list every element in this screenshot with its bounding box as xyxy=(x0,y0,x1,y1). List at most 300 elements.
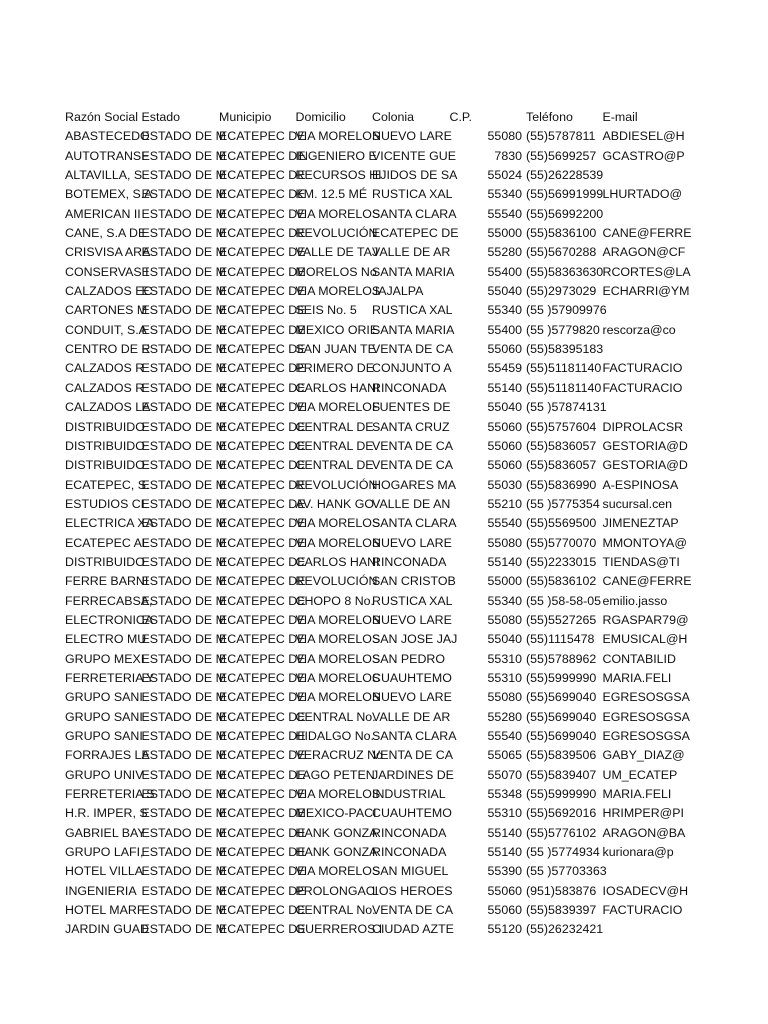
cell-domicilio[interactable]: CHOPO 8 No. xyxy=(295,593,374,608)
cell-municipio[interactable]: ECATEPEC DE xyxy=(219,380,306,395)
cell-email[interactable]: EGRESOSGSA xyxy=(602,729,690,743)
cell-email[interactable]: RGASPAR79@ xyxy=(602,612,689,627)
cell-razon-social[interactable]: HOTEL MARF xyxy=(65,903,145,918)
table-row[interactable] xyxy=(65,147,675,166)
table-row[interactable] xyxy=(65,572,675,591)
cell-domicilio[interactable]: CARLOS HANI xyxy=(295,554,380,569)
cell-municipio[interactable]: ECATEPEC DE xyxy=(219,535,306,550)
table-row[interactable] xyxy=(65,611,675,630)
cell-cp[interactable]: 55120 xyxy=(487,922,522,937)
table-row[interactable] xyxy=(65,243,675,262)
cell-razon-social[interactable]: FERRE BARNI xyxy=(65,574,149,589)
cell-cp[interactable]: 55340 xyxy=(487,593,522,608)
cell-domicilio[interactable]: VALLE DE TAJ xyxy=(295,245,379,260)
header-colonia[interactable]: Colonia xyxy=(372,110,415,124)
cell-telefono[interactable]: (55 )5779820 xyxy=(526,322,600,337)
cell-razon-social[interactable]: FERRECABSA, xyxy=(65,593,153,608)
cell-colonia[interactable]: VICENTE GUE xyxy=(372,148,456,163)
cell-razon-social[interactable]: GRUPO SANI xyxy=(65,709,143,724)
cell-municipio[interactable]: ECATEPEC DE xyxy=(219,496,306,511)
cell-colonia[interactable]: INDUSTRIAL xyxy=(372,787,446,802)
cell-cp[interactable]: 55000 xyxy=(487,574,522,589)
cell-cp[interactable]: 55040 xyxy=(487,284,522,299)
table-row[interactable] xyxy=(65,708,675,727)
cell-razon-social[interactable]: ALTAVILLA, S. xyxy=(65,168,146,183)
cell-email[interactable]: GCASTRO@P xyxy=(602,148,685,163)
cell-domicilio[interactable]: REVOLUCIÓN xyxy=(295,226,378,241)
cell-colonia[interactable]: JARDINES DE xyxy=(372,767,454,782)
cell-estado[interactable]: ESTADO DE M xyxy=(141,922,226,937)
cell-email[interactable]: A-ESPINOSA xyxy=(602,477,679,492)
cell-telefono[interactable]: (55 )58-58-05 xyxy=(526,593,602,608)
cell-colonia[interactable]: VENTA DE CA xyxy=(372,748,454,763)
table-row[interactable] xyxy=(65,437,675,456)
cell-domicilio[interactable]: VIA MORELOS xyxy=(295,206,381,221)
cell-municipio[interactable]: ECATEPEC DE xyxy=(219,574,306,589)
cell-municipio[interactable]: ECATEPEC DE xyxy=(219,593,306,608)
cell-estado[interactable]: ESTADO DE M xyxy=(141,516,226,531)
cell-domicilio[interactable]: CENTRAL No. xyxy=(295,903,376,918)
cell-colonia[interactable]: RINCONADA xyxy=(372,554,447,569)
cell-email[interactable] xyxy=(603,398,676,417)
cell-cp[interactable]: 7830 xyxy=(494,148,522,163)
cell-email[interactable]: GESTORIA@D xyxy=(602,438,688,453)
cell-cp[interactable]: 55310 xyxy=(487,806,522,821)
cell-colonia[interactable]: SANTA CRUZ xyxy=(372,419,450,434)
cell-estado[interactable]: ESTADO DE M xyxy=(141,361,226,376)
cell-cp[interactable]: 55540 xyxy=(487,206,522,221)
cell-estado[interactable]: ESTADO DE M xyxy=(141,787,226,802)
cell-municipio[interactable]: ECATEPEC DE xyxy=(219,245,306,260)
cell-telefono[interactable]: (55 )57909976 xyxy=(526,303,607,318)
cell-domicilio[interactable]: VIA MORELOS xyxy=(295,632,381,647)
cell-domicilio[interactable]: VIA MORELOS xyxy=(295,284,381,299)
cell-colonia[interactable]: NUEVO LARE xyxy=(372,612,452,627)
cell-email[interactable]: ABDIESEL@H xyxy=(602,129,685,144)
cell-email[interactable]: MARIA.FELI xyxy=(602,670,672,685)
cell-cp[interactable]: 55400 xyxy=(487,322,522,337)
cell-municipio[interactable]: ECATEPEC DE xyxy=(219,129,306,144)
cell-razon-social[interactable]: GRUPO UNIV xyxy=(65,767,144,782)
cell-razon-social[interactable]: HOTEL VILLA xyxy=(65,864,144,879)
cell-domicilio[interactable]: HANK GONZA xyxy=(295,845,378,860)
cell-municipio[interactable]: ECATEPEC DE xyxy=(219,883,306,898)
cell-cp[interactable]: 55030 xyxy=(487,477,522,492)
cell-razon-social[interactable]: FERRETERIA S xyxy=(65,787,155,802)
cell-telefono[interactable]: (55)2233015 xyxy=(526,554,597,569)
cell-estado[interactable]: ESTADO DE M xyxy=(141,632,226,647)
cell-colonia[interactable]: SANTA MARIA xyxy=(372,264,455,279)
cell-municipio[interactable]: ECATEPEC DE xyxy=(219,342,306,357)
cell-colonia[interactable]: CUAUHTEMO xyxy=(372,670,452,685)
cell-colonia[interactable]: RUSTICA XAL xyxy=(372,303,453,318)
cell-colonia[interactable]: VENTA DE CA xyxy=(372,342,454,357)
table-row[interactable] xyxy=(65,862,675,881)
cell-estado[interactable]: ESTADO DE M xyxy=(141,284,226,299)
table-row[interactable] xyxy=(65,166,675,185)
cell-email[interactable]: EGRESOSGSA xyxy=(602,690,690,705)
cell-colonia[interactable]: ECATEPEC DE xyxy=(372,226,459,241)
cell-colonia[interactable]: SAN JOSE JAJ xyxy=(372,632,458,647)
cell-estado[interactable]: ESTADO DE M xyxy=(141,574,226,589)
cell-razon-social[interactable]: ELECTRICA XA xyxy=(65,516,154,531)
cell-municipio[interactable]: ECATEPEC DE xyxy=(219,206,306,221)
cell-domicilio[interactable]: HIDALGO No. xyxy=(295,729,374,743)
cell-telefono[interactable]: (55)58363630 xyxy=(526,264,604,279)
cell-municipio[interactable]: ECATEPEC DE xyxy=(219,767,306,782)
cell-cp[interactable]: 55080 xyxy=(487,129,522,144)
cell-razon-social[interactable]: INGENIERIA xyxy=(65,883,137,898)
cell-colonia[interactable]: EJIDOS DE SA xyxy=(372,168,458,183)
cell-telefono[interactable]: (55)2973029 xyxy=(526,284,597,299)
cell-colonia[interactable]: RUSTICA XAL xyxy=(372,187,453,202)
cell-razon-social[interactable]: GRUPO SANI xyxy=(65,690,143,705)
cell-email[interactable]: CANE@FERRE xyxy=(602,226,692,241)
cell-telefono[interactable]: (55)1115478 xyxy=(526,632,595,647)
cell-domicilio[interactable]: INGENIERO E xyxy=(295,148,377,163)
cell-email[interactable] xyxy=(603,340,676,359)
cell-telefono[interactable]: (55)5699257 xyxy=(526,148,597,163)
cell-domicilio[interactable]: GUERREROS I xyxy=(295,922,383,937)
table-row[interactable] xyxy=(65,669,675,688)
cell-domicilio[interactable]: AV. HANK GO xyxy=(295,496,374,511)
table-row[interactable] xyxy=(65,127,675,146)
table-row[interactable] xyxy=(65,185,675,204)
cell-municipio[interactable]: ECATEPEC DE xyxy=(219,709,306,724)
cell-cp[interactable]: 55340 xyxy=(487,303,522,318)
cell-email[interactable]: HRIMPER@PI xyxy=(602,806,684,821)
table-row[interactable] xyxy=(65,824,675,843)
cell-estado[interactable]: ESTADO DE M xyxy=(141,845,226,860)
cell-colonia[interactable]: VALLE DE AR xyxy=(372,245,451,260)
cell-domicilio[interactable]: VIA MORELOS xyxy=(295,535,381,550)
cell-razon-social[interactable]: ESTUDIOS CL xyxy=(65,496,148,511)
cell-telefono[interactable]: (55)5836990 xyxy=(526,477,597,492)
cell-estado[interactable]: ESTADO DE M xyxy=(141,767,226,782)
cell-razon-social[interactable]: BOTEMEX, S.A xyxy=(65,187,153,202)
cell-estado[interactable]: ESTADO DE M xyxy=(141,477,226,492)
cell-municipio[interactable]: ECATEPEC DE xyxy=(219,458,306,473)
cell-telefono[interactable]: (55)5999990 xyxy=(526,670,597,685)
cell-razon-social[interactable]: CALZADOS LA xyxy=(65,400,151,415)
cell-email[interactable]: sucursal.cen xyxy=(602,496,673,511)
cell-colonia[interactable]: SAN MIGUEL xyxy=(372,864,449,879)
cell-colonia[interactable]: NUEVO LARE xyxy=(372,535,452,550)
cell-estado[interactable]: ESTADO DE M xyxy=(141,806,226,821)
cell-email[interactable]: ARAGON@BA xyxy=(602,825,686,840)
cell-telefono[interactable]: (55)5836102 xyxy=(526,574,597,589)
cell-municipio[interactable]: ECATEPEC DE xyxy=(219,748,306,763)
cell-razon-social[interactable]: ELECTRONICA xyxy=(65,612,154,627)
cell-telefono[interactable]: (55)56991999 xyxy=(526,187,604,202)
table-row[interactable] xyxy=(65,901,675,920)
cell-cp[interactable]: 55140 xyxy=(487,845,522,860)
header-estado[interactable]: Estado xyxy=(141,110,181,124)
cell-cp[interactable]: 55080 xyxy=(487,535,522,550)
cell-telefono[interactable]: (55)5999990 xyxy=(526,787,597,802)
cell-telefono[interactable]: (55 )5775354 xyxy=(526,496,600,511)
cell-municipio[interactable]: ECATEPEC DE xyxy=(219,670,306,685)
cell-telefono[interactable]: (55)5787811 xyxy=(526,129,596,144)
cell-razon-social[interactable]: CALZADOS R xyxy=(65,361,145,376)
table-row[interactable] xyxy=(65,359,675,378)
cell-telefono[interactable]: (55)58395183 xyxy=(526,342,604,357)
table-row[interactable] xyxy=(65,224,675,243)
cell-razon-social[interactable]: CALZADOS EC xyxy=(65,284,153,299)
cell-cp[interactable]: 55540 xyxy=(487,729,522,743)
cell-cp[interactable]: 55459 xyxy=(487,361,522,376)
cell-domicilio[interactable]: CENTRAL DE xyxy=(295,438,374,453)
cell-razon-social[interactable]: CARTONES M xyxy=(65,303,148,318)
cell-telefono[interactable]: (55)5836057 xyxy=(526,438,597,453)
cell-razon-social[interactable]: CRISVISA ARA xyxy=(65,245,151,260)
cell-cp[interactable]: 55070 xyxy=(487,767,522,782)
table-row[interactable] xyxy=(65,727,675,746)
cell-colonia[interactable]: FUENTES DE xyxy=(372,400,451,415)
cell-estado[interactable]: ESTADO DE M xyxy=(141,496,226,511)
cell-estado[interactable]: ESTADO DE M xyxy=(141,612,226,627)
cell-telefono[interactable]: (55)5836057 xyxy=(526,458,597,473)
cell-municipio[interactable]: ECATEPEC DE xyxy=(219,612,306,627)
cell-email[interactable] xyxy=(603,205,676,224)
cell-telefono[interactable]: (55 )57703363 xyxy=(526,864,607,879)
cell-telefono[interactable]: (55)26228539 xyxy=(526,168,604,183)
cell-colonia[interactable]: VENTA DE CA xyxy=(372,903,454,918)
table-row[interactable] xyxy=(65,553,675,572)
cell-telefono[interactable]: (951)583876 xyxy=(526,883,597,898)
cell-cp[interactable]: 55080 xyxy=(487,690,522,705)
cell-telefono[interactable]: (55)5699040 xyxy=(526,709,597,724)
cell-domicilio[interactable]: REVOLUCIÓN xyxy=(295,477,378,492)
table-row[interactable] xyxy=(65,514,675,533)
cell-cp[interactable]: 55210 xyxy=(487,496,522,511)
table-row[interactable] xyxy=(65,688,675,707)
cell-email[interactable]: ARAGON@CF xyxy=(602,245,686,260)
header-razon-social[interactable]: Razón Social xyxy=(65,110,139,124)
cell-telefono[interactable]: (55)5839407 xyxy=(526,767,597,782)
cell-razon-social[interactable]: CALZADOS R xyxy=(65,380,145,395)
cell-razon-social[interactable]: CENTRO DE R xyxy=(65,342,151,357)
cell-colonia[interactable]: SAN PEDRO xyxy=(372,651,445,666)
cell-email[interactable]: DIPROLACSR xyxy=(602,419,684,434)
cell-cp[interactable]: 55390 xyxy=(487,864,522,879)
cell-domicilio[interactable]: VIA MORELOS xyxy=(295,690,381,705)
cell-email[interactable]: ECHARRI@YM xyxy=(602,284,690,299)
cell-estado[interactable]: ESTADO DE M xyxy=(141,593,226,608)
table-row[interactable] xyxy=(65,882,675,901)
cell-razon-social[interactable]: GRUPO LAFI, xyxy=(65,845,144,860)
cell-razon-social[interactable]: GRUPO SANI xyxy=(65,729,143,743)
cell-email[interactable]: FACTURACIO xyxy=(602,380,683,395)
cell-telefono[interactable]: (55 )57874131 xyxy=(526,400,607,415)
cell-estado[interactable]: ESTADO DE M xyxy=(141,825,226,840)
cell-telefono[interactable]: (55 )5774934 xyxy=(526,845,600,860)
cell-municipio[interactable]: ECATEPEC DE xyxy=(219,400,306,415)
cell-telefono[interactable]: (55)5836100 xyxy=(526,226,597,241)
header-municipio[interactable]: Municipio xyxy=(219,110,272,124)
cell-colonia[interactable]: VALLE DE AR xyxy=(372,709,451,724)
cell-email[interactable] xyxy=(603,166,676,185)
cell-colonia[interactable]: VENTA DE CA xyxy=(372,438,454,453)
cell-estado[interactable]: ESTADO DE M xyxy=(141,245,226,260)
table-row[interactable] xyxy=(65,340,675,359)
table-row[interactable] xyxy=(65,534,675,553)
cell-email[interactable]: TIENDAS@TI xyxy=(602,554,680,569)
cell-telefono[interactable]: (55)51181140 xyxy=(526,361,602,376)
cell-estado[interactable]: ESTADO DE M xyxy=(141,458,226,473)
table-row[interactable] xyxy=(65,766,675,785)
cell-razon-social[interactable]: CONDUIT, S.A xyxy=(65,322,147,337)
cell-estado[interactable]: ESTADO DE M xyxy=(141,148,226,163)
cell-estado[interactable]: ESTADO DE M xyxy=(141,709,226,724)
cell-colonia[interactable]: RINCONADA xyxy=(372,845,447,860)
cell-domicilio[interactable]: VIA MORELOS xyxy=(295,400,381,415)
cell-email[interactable]: CONTABILID xyxy=(602,651,676,666)
cell-cp[interactable]: 55310 xyxy=(487,651,522,666)
cell-email[interactable]: MARIA.FELI xyxy=(602,787,672,802)
header-cp[interactable]: C.P. xyxy=(449,110,472,124)
cell-email[interactable]: JIMENEZTAP xyxy=(602,516,679,531)
cell-colonia[interactable]: SANTA CLARA xyxy=(372,729,457,743)
cell-telefono[interactable]: (55)5569500 xyxy=(526,516,597,531)
cell-colonia[interactable]: NUEVO LARE xyxy=(372,129,452,144)
header-telefono[interactable]: Teléfono xyxy=(526,110,573,124)
cell-razon-social[interactable]: DISTRIBUIDO xyxy=(65,419,145,434)
cell-colonia[interactable]: HOGARES MA xyxy=(372,477,456,492)
cell-telefono[interactable]: (55)5692016 xyxy=(526,806,597,821)
header-domicilio[interactable]: Domicilio xyxy=(295,110,346,124)
cell-municipio[interactable]: ECATEPEC DE xyxy=(219,825,306,840)
cell-email[interactable]: emilio.jasso xyxy=(602,593,668,608)
cell-cp[interactable]: 55000 xyxy=(487,226,522,241)
table-row[interactable] xyxy=(65,282,675,301)
cell-domicilio[interactable]: PROLONGACI xyxy=(295,883,379,898)
cell-domicilio[interactable]: REVOLUCIÓN xyxy=(295,574,378,589)
cell-municipio[interactable]: ECATEPEC DE xyxy=(219,806,306,821)
cell-cp[interactable]: 55310 xyxy=(487,670,522,685)
cell-colonia[interactable]: CUAUHTEMO xyxy=(372,806,452,821)
cell-cp[interactable]: 55060 xyxy=(487,883,522,898)
cell-estado[interactable]: ESTADO DE M xyxy=(141,303,226,318)
table-row[interactable] xyxy=(65,476,675,495)
cell-domicilio[interactable]: VIA MORELOS xyxy=(295,651,381,666)
cell-email[interactable]: RCORTES@LA xyxy=(602,264,691,279)
cell-telefono[interactable]: (55)5757604 xyxy=(526,419,597,434)
cell-domicilio[interactable]: VIA MORELOS xyxy=(295,612,381,627)
cell-razon-social[interactable]: AUTOTRANSF xyxy=(65,148,149,163)
cell-razon-social[interactable]: CANE, S.A DE xyxy=(65,226,147,241)
cell-municipio[interactable]: ECATEPEC DE xyxy=(219,284,306,299)
cell-municipio[interactable]: ECATEPEC DE xyxy=(219,148,306,163)
cell-estado[interactable]: ESTADO DE M xyxy=(141,864,226,879)
cell-razon-social[interactable]: ECATEPEC, S. xyxy=(65,477,150,492)
cell-cp[interactable]: 55280 xyxy=(487,709,522,724)
cell-estado[interactable]: ESTADO DE M xyxy=(141,419,226,434)
cell-municipio[interactable]: ECATEPEC DE xyxy=(219,303,306,318)
cell-domicilio[interactable]: CENTRAL No. xyxy=(295,709,376,724)
cell-telefono[interactable]: (55)56992200 xyxy=(526,206,604,221)
cell-telefono[interactable]: (55)5699040 xyxy=(526,729,597,743)
cell-email[interactable]: CANE@FERRE xyxy=(602,574,692,589)
cell-cp[interactable]: 55060 xyxy=(487,419,522,434)
cell-estado[interactable]: ESTADO DE M xyxy=(141,748,226,763)
cell-colonia[interactable]: SANTA CLARA xyxy=(372,516,457,531)
cell-razon-social[interactable]: FERRETERIA Y xyxy=(65,670,155,685)
cell-cp[interactable]: 55540 xyxy=(487,516,522,531)
cell-email[interactable]: FACTURACIO xyxy=(602,361,683,376)
cell-razon-social[interactable]: GRUPO MEXI xyxy=(65,651,145,666)
cell-telefono[interactable]: (55)5699040 xyxy=(526,690,597,705)
cell-cp[interactable]: 55060 xyxy=(487,342,522,357)
cell-email[interactable] xyxy=(603,862,676,881)
cell-email[interactable]: rescorza@co xyxy=(602,322,676,337)
cell-domicilio[interactable]: VIA MORELOS xyxy=(295,787,381,802)
table-row[interactable] xyxy=(65,205,675,224)
cell-estado[interactable]: ESTADO DE M xyxy=(141,883,226,898)
cell-estado[interactable]: ESTADO DE M xyxy=(141,670,226,685)
cell-municipio[interactable]: ECATEPEC DE xyxy=(219,729,306,743)
table-row[interactable] xyxy=(65,746,675,765)
cell-cp[interactable]: 55140 xyxy=(487,554,522,569)
cell-domicilio[interactable]: KM. 12.5 MÉ xyxy=(295,187,368,202)
cell-cp[interactable]: 55040 xyxy=(487,632,522,647)
cell-razon-social[interactable]: DISTRIBUIDO xyxy=(65,458,145,473)
cell-email[interactable]: UM_ECATEP xyxy=(602,767,678,782)
cell-razon-social[interactable]: ELECTRO MU xyxy=(65,632,147,647)
table-row[interactable] xyxy=(65,456,675,475)
cell-email[interactable]: FACTURACIO xyxy=(602,903,683,918)
cell-municipio[interactable]: ECATEPEC DE xyxy=(219,845,306,860)
cell-estado[interactable]: ESTADO DE M xyxy=(141,129,226,144)
cell-cp[interactable]: 55065 xyxy=(487,748,522,763)
cell-domicilio[interactable]: MORELOS No xyxy=(295,264,377,279)
cell-municipio[interactable]: ECATEPEC DE xyxy=(219,787,306,802)
cell-telefono[interactable]: (55)5527265 xyxy=(526,612,597,627)
cell-telefono[interactable]: (55)26232421 xyxy=(526,922,604,937)
cell-cp[interactable]: 55024 xyxy=(487,168,522,183)
cell-cp[interactable]: 55348 xyxy=(487,787,522,802)
table-row[interactable] xyxy=(65,920,675,939)
cell-colonia[interactable]: JAJALPA xyxy=(372,284,424,299)
table-row[interactable] xyxy=(65,321,675,340)
cell-colonia[interactable]: LOS HEROES xyxy=(372,883,453,898)
cell-estado[interactable]: ESTADO DE M xyxy=(141,226,226,241)
cell-colonia[interactable]: RINCONADA xyxy=(372,825,447,840)
cell-cp[interactable]: 55140 xyxy=(487,825,522,840)
cell-razon-social[interactable]: H.R. IMPER, S xyxy=(65,806,148,821)
cell-razon-social[interactable]: ECATEPEC AL xyxy=(65,535,149,550)
cell-municipio[interactable]: ECATEPEC DE xyxy=(219,690,306,705)
cell-domicilio[interactable]: MEXICO ORIE xyxy=(295,322,379,337)
cell-telefono[interactable]: (55)5839397 xyxy=(526,903,597,918)
cell-email[interactable]: IOSADECV@H xyxy=(602,883,689,898)
cell-email[interactable]: MMONTOYA@ xyxy=(602,535,687,550)
cell-cp[interactable]: 55060 xyxy=(487,903,522,918)
table-row[interactable] xyxy=(65,592,675,611)
cell-email[interactable]: EGRESOSGSA xyxy=(602,709,690,724)
cell-email[interactable]: LHURTADO@ xyxy=(602,187,683,202)
cell-estado[interactable]: ESTADO DE M xyxy=(141,342,226,357)
cell-domicilio[interactable]: VIA MORELOS xyxy=(295,516,381,531)
cell-domicilio[interactable]: HANK GONZA xyxy=(295,825,378,840)
cell-municipio[interactable]: ECATEPEC DE xyxy=(219,864,306,879)
cell-razon-social[interactable]: ABASTECEDO xyxy=(65,129,150,144)
cell-email[interactable] xyxy=(603,920,676,939)
cell-telefono[interactable]: (55)5670288 xyxy=(526,245,597,260)
cell-municipio[interactable]: ECATEPEC DE xyxy=(219,477,306,492)
cell-cp[interactable]: 55040 xyxy=(487,400,522,415)
cell-colonia[interactable]: CIUDAD AZTE xyxy=(372,922,454,937)
